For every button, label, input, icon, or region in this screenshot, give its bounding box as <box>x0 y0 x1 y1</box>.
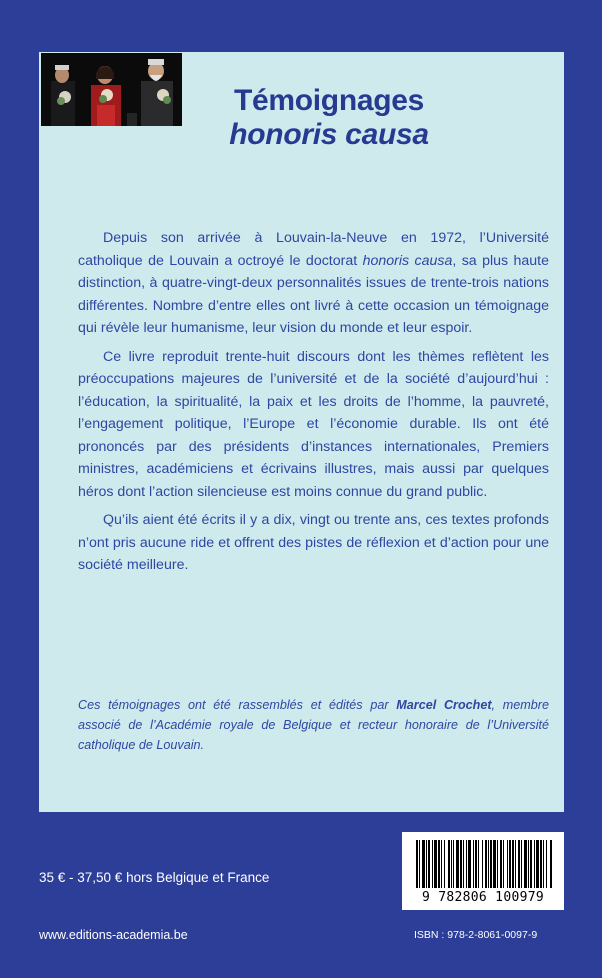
barcode-bar <box>536 840 539 888</box>
synopsis-paragraph-2: Ce livre reproduit trente-huit discours dont les thèmes reflètent les préoccupations majeures de l’université et de la société d’aujourd’hui : l’éducation, la spiritualité, la paix et les droits de l’homme, la pauvreté, l’engagement politique, l’Europe et l’économie durable. Ils ont été prononcés par des présidents d’instances internationales, Premiers ministres, académiciens et écrivains illustres, mais aussi par quelques héros dont l’action silencieuse est moins connue du grand public. <box>78 348 549 500</box>
barcode-bar <box>475 840 477 888</box>
barcode-bar <box>448 840 450 888</box>
barcode-bar <box>444 840 445 888</box>
barcode-bar <box>550 840 552 888</box>
barcode-bar <box>546 840 547 888</box>
barcode-bar <box>422 840 425 888</box>
credit-start: Ces témoignages ont été rassemblés et édités par <box>78 698 397 712</box>
barcode-bar <box>432 840 433 888</box>
title-line-1: Témoignages <box>233 84 425 117</box>
barcode-bar <box>441 840 442 888</box>
barcode <box>402 832 564 910</box>
book-title <box>209 84 449 152</box>
synopsis-paragraph-1 <box>78 227 549 340</box>
barcode-bar <box>530 840 532 888</box>
barcode-bar <box>416 840 418 888</box>
barcode-bar <box>473 840 474 888</box>
barcode-bar <box>515 840 516 888</box>
barcode-bar <box>518 840 520 888</box>
barcode-bar <box>524 840 527 888</box>
editor-name: Marcel Crochet <box>396 698 492 712</box>
barcode-bar <box>466 840 467 888</box>
barcode-bar <box>490 840 492 888</box>
barcode-bar <box>534 840 535 888</box>
barcode-bar <box>509 840 511 888</box>
barcode-bar <box>512 840 514 888</box>
price-label: 35 € - 37,50 € hors Belgique et France <box>39 870 270 885</box>
barcode-bar <box>521 840 522 888</box>
barcode-bar <box>503 840 504 888</box>
paragraph-1-italic: honoris causa <box>362 252 453 269</box>
isbn-label: ISBN : 978-2-8061-0097-9 <box>414 929 538 941</box>
barcode-bar <box>528 840 529 888</box>
barcode-bar <box>456 840 459 888</box>
publisher-website: www.editions-academia.be <box>39 928 188 942</box>
synopsis <box>78 227 549 583</box>
barcode-bar <box>460 840 462 888</box>
barcode-bar <box>488 840 489 888</box>
barcode-bar <box>428 840 430 888</box>
barcode-bar <box>540 840 542 888</box>
barcode-bar <box>493 840 496 888</box>
barcode-bar <box>468 840 471 888</box>
barcode-bar <box>419 840 420 888</box>
barcode-bar <box>426 840 427 888</box>
credit-end: , membre associé de l’Académie royale de Belgique et recteur honoraire de l’Université catholique de Louvain. <box>78 698 549 752</box>
paragraph-1-end: , sa plus haute distinction, à quatre-vingt-deux personnalités issues de trente-trois nations différentes. Nombre d’entre elles ont livré à cette occasion un témoignage qui révèle leur humanisme, leur vision du monde et leur espoir. <box>78 252 549 336</box>
barcode-bar <box>463 840 464 888</box>
barcode-bar <box>438 840 440 888</box>
paragraph-1-start: Depuis son arrivée à Louvain-la-Neuve en 1972, l’Université catholique de Louvain a octroyé le doctorat <box>78 230 549 269</box>
barcode-bars <box>402 832 564 892</box>
ceremony-photo-illustration <box>41 53 182 126</box>
barcode-bar <box>434 840 437 888</box>
synopsis-paragraph-3: Qu’ils aient été écrits il y a dix, vingt ou trente ans, ces textes profonds n’ont pris aucune ride et offrent des pistes de réflexion et d’action pour une société meilleure. <box>78 512 549 573</box>
barcode-number: 9 782806 100979 <box>422 890 544 905</box>
barcode-bar <box>478 840 479 888</box>
barcode-bar <box>543 840 544 888</box>
barcode-bar <box>500 840 502 888</box>
barcode-bar <box>482 840 483 888</box>
barcode-bar <box>507 840 508 888</box>
content-panel <box>39 52 564 812</box>
ceremony-photo <box>41 53 182 126</box>
editor-credit <box>78 695 549 755</box>
barcode-bar <box>451 840 452 888</box>
barcode-bar <box>485 840 487 888</box>
barcode-bar <box>497 840 498 888</box>
title-line-2: honoris causa <box>229 118 429 151</box>
barcode-bar <box>453 840 454 888</box>
